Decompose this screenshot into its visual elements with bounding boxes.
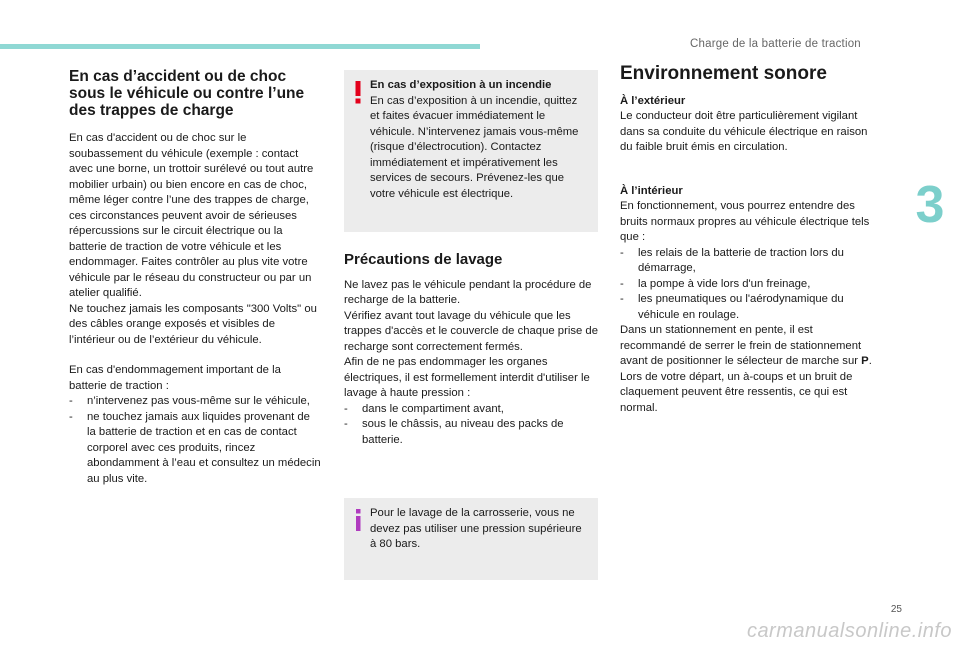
sonore-heading: Environnement sonore xyxy=(620,63,827,84)
chapter-tab xyxy=(900,160,960,250)
list-item: - sous le châssis, au niveau des packs de batterie. xyxy=(344,418,564,446)
fire-warning-title: En cas d’exposition à un incendie xyxy=(370,79,552,91)
watermark: carmanualsonline.info xyxy=(746,620,952,642)
running-header: Charge de la batterie de traction xyxy=(690,38,861,50)
column-sonore xyxy=(620,63,878,416)
column-lavage xyxy=(344,70,598,580)
pressure-info-text: Pour le lavage de la carrosserie, vous ne devez pas utiliser une pression supérieure à 80 bars. xyxy=(370,507,582,550)
accident-paragraph-2: Ne touchez jamais les composants "300 Volts" ou des câbles orange exposés et visibles de l’intérieur ou de l’extérieur du véhicule. xyxy=(69,302,317,346)
accident-paragraph-1: En cas d'accident ou de choc sur le soubassement du véhicule (exemple : contact avec une borne, un trottoir surélevé ou tout autre mobilier urbain) ou bien encore en cas de choc, même léger contre l’une des trappes de charge, ces circonstances peuvent avoir de sérieuses répercussions sur le circuit électrique ou la batterie de traction de votre véhicule et les endommager. Faites contrôler au plus vite votre véhicule par le réseau du constructeur ou par un atelier qualifié. xyxy=(69,132,314,299)
list-item: - les pneumatiques ou l'aérodynamique du véhicule en roulage. xyxy=(620,293,844,321)
list-item: - n’intervenez pas vous-même sur le véhicule, xyxy=(69,395,310,407)
list-item: - ne touchez jamais aux liquides provenant de la batterie de traction et en cas de contact corporel avec ces produits, rincez abondamment à l’eau et consultez un médecin au plus vite. xyxy=(69,410,321,485)
pressure-info-box xyxy=(344,498,598,580)
lavage-paragraph-1: Ne lavez pas le véhicule pendant la procédure de recharge de la batterie. xyxy=(344,278,592,306)
page-number: 25 xyxy=(890,604,902,615)
exterior-paragraph: Le conducteur doit être particulièrement vigilant dans sa conduite du véhicule électrique en raison du faible bruit émis en circulation. xyxy=(620,110,868,153)
list-item: - dans le compartiment avant, xyxy=(344,402,504,415)
fire-warning-text: En cas d’exposition à un incendie, quittez et faites évacuer immédiatement le véhicule. N’intervenez jamais vous-même (risque d’électrocution). Contactez immédiatement et impérativement les services de secours. Prévenez-les que votre véhicule est électrique. xyxy=(370,94,579,200)
column-accident xyxy=(69,68,321,487)
fire-warning-box xyxy=(344,70,598,232)
exterior-subheading: À l’extérieur xyxy=(620,94,686,107)
info-icon xyxy=(353,508,363,532)
lavage-paragraph-3: Afin de ne pas endommager les organes électriques, il est formellement interdit d'utiliser le lavage à haute pression : xyxy=(344,356,590,399)
warning-icon xyxy=(352,80,364,104)
list-item: - la pompe à vide lors d'un freinage, xyxy=(620,277,811,290)
lavage-paragraph-2: Vérifiez avant tout lavage du véhicule que les trappes d'accès et le couvercle de chaque prise de recharge sont correctement fermés. xyxy=(344,309,598,353)
accident-heading: En cas d’accident ou de choc sous le véhicule ou contre l’une des trappes de charge xyxy=(69,68,305,119)
top-accent-bar xyxy=(0,44,480,49)
lavage-heading: Précautions de lavage xyxy=(344,251,503,268)
interior-subheading: À l’intérieur xyxy=(620,184,683,197)
accident-paragraph-3: En cas d'endommagement important de la batterie de traction : xyxy=(69,364,281,392)
interior-paragraph: En fonctionnement, vous pourrez entendre des bruits normaux propres au véhicule électrique tels que : xyxy=(620,200,870,243)
list-item: - les relais de la batterie de traction lors du démarrage, xyxy=(620,246,844,274)
chapter-number: 3 xyxy=(915,176,945,234)
parking-paragraph: Dans un stationnement en pente, il est recommandé de serrer le frein de stationnement avant de positionner le sélecteur de marche sur P. Lors de votre départ, un à-coups et un bruit de claquement peuvent être ressentis, ce qui est normal. xyxy=(620,324,872,414)
